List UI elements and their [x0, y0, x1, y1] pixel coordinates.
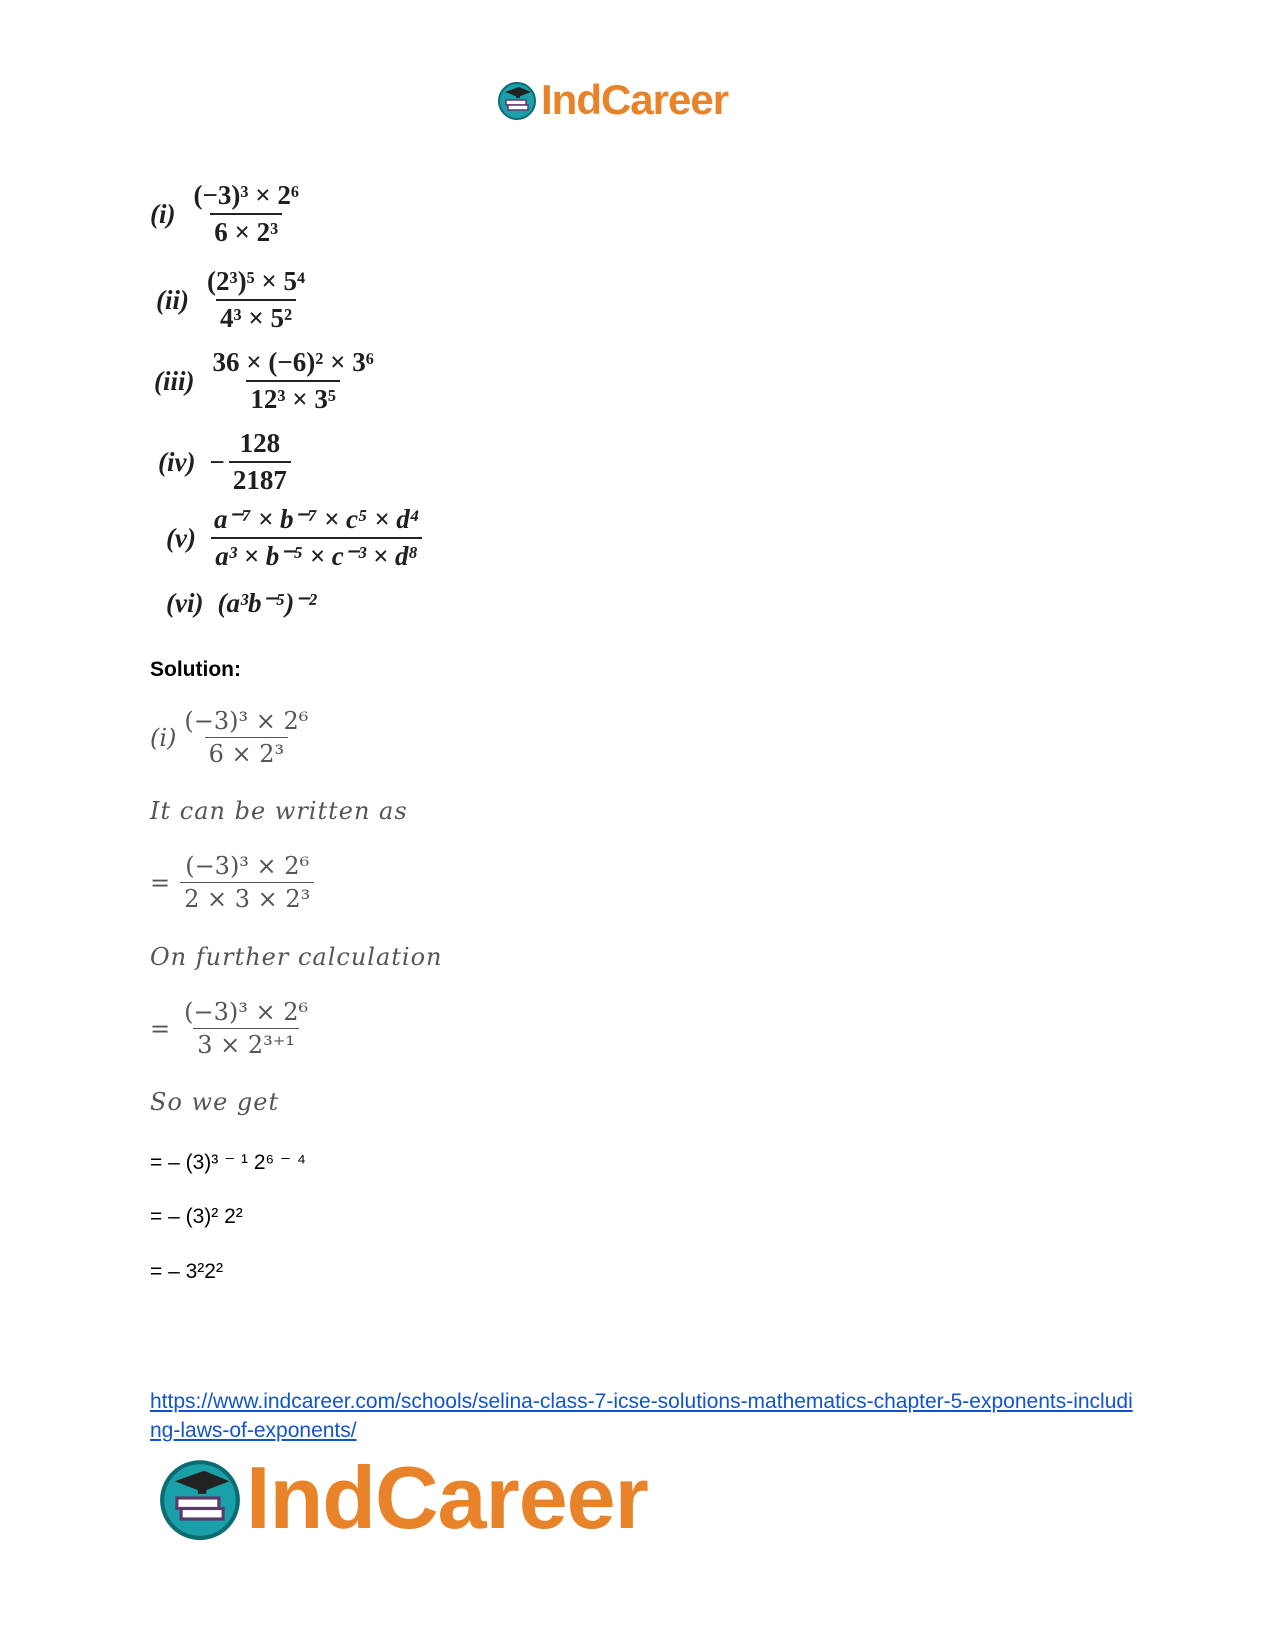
source-link[interactable]: https://www.indcareer.com/schools/selina-class-7-icse-solutions-mathematics-chapter-5-exponents-including-laws-of-exponents/: [150, 1390, 1133, 1442]
numerator: 36 × (−6)² × 3⁶: [212, 347, 374, 377]
problem-i: [150, 180, 303, 248]
result-line: = – (3)² 2²: [150, 1205, 243, 1228]
fraction: [210, 504, 423, 572]
logo-wordmark: IndCareer: [246, 1448, 648, 1547]
denominator: a³ × b⁻⁵ × c⁻³ × d⁸: [211, 537, 422, 572]
equals-sign: =: [150, 1014, 171, 1043]
numerator: (−3)³ × 2⁶: [184, 707, 309, 735]
solution-step-3: [150, 998, 312, 1059]
problem-v: [166, 504, 423, 572]
fraction: [189, 180, 302, 248]
globe-books-icon: [497, 80, 537, 120]
numerator: 128: [239, 428, 281, 458]
fraction: [203, 266, 309, 334]
problem-ii: [156, 266, 309, 334]
denominator: 4³ × 5²: [216, 299, 296, 334]
fraction: [209, 347, 378, 415]
fraction: [229, 428, 291, 496]
numerator: (−3)³ × 2⁶: [185, 852, 310, 880]
denominator: 6 × 2³: [205, 737, 289, 768]
fraction: [180, 707, 312, 768]
equals-sign: =: [150, 868, 171, 897]
explanation-text: So we get: [150, 1088, 280, 1116]
problem-vi: [166, 588, 317, 619]
globe-books-icon: [158, 1456, 242, 1540]
numerator: (−3)³ × 2⁶: [184, 998, 309, 1026]
indcareer-logo-bottom: [158, 1448, 648, 1547]
result-line: = – (3)³ ⁻ ¹ 2⁶ ⁻ ⁴: [150, 1151, 306, 1174]
numerator: (−3)³ × 2⁶: [193, 180, 299, 210]
fraction: [180, 998, 312, 1059]
denominator: 2187: [229, 461, 291, 496]
numerator: a⁻⁷ × b⁻⁷ × c⁵ × d⁴: [213, 504, 420, 534]
expression: (a³b⁻⁵)⁻²: [217, 588, 317, 618]
fraction: [180, 852, 314, 913]
result-line: = – 3²2²: [150, 1260, 223, 1283]
problem-label: (v): [166, 522, 196, 553]
denominator: 6 × 2³: [210, 213, 282, 248]
logo-wordmark: IndCareer: [541, 76, 729, 123]
problem-label: (iii): [154, 365, 195, 396]
problem-label: (vi): [166, 588, 204, 618]
problem-label: (iv): [158, 446, 196, 477]
denominator: 12³ × 3⁵: [246, 380, 340, 415]
explanation-text: It can be written as: [150, 797, 408, 825]
part-label: (i): [150, 723, 177, 752]
numerator: (2³)⁵ × 5⁴: [207, 266, 306, 296]
minus-sign: −: [209, 446, 225, 477]
problem-iii: [154, 347, 378, 415]
denominator: 3 × 2³⁺¹: [193, 1028, 299, 1059]
denominator: 2 × 3 × 2³: [180, 882, 314, 913]
explanation-text: On further calculation: [150, 943, 443, 971]
solution-step-1: [150, 707, 312, 768]
solution-step-2: [150, 852, 314, 913]
problem-label: (i): [150, 198, 176, 229]
problem-iv: [158, 428, 291, 496]
indcareer-logo-top: [497, 78, 728, 122]
solution-heading: Solution:: [150, 658, 241, 681]
problem-label: (ii): [156, 284, 189, 315]
